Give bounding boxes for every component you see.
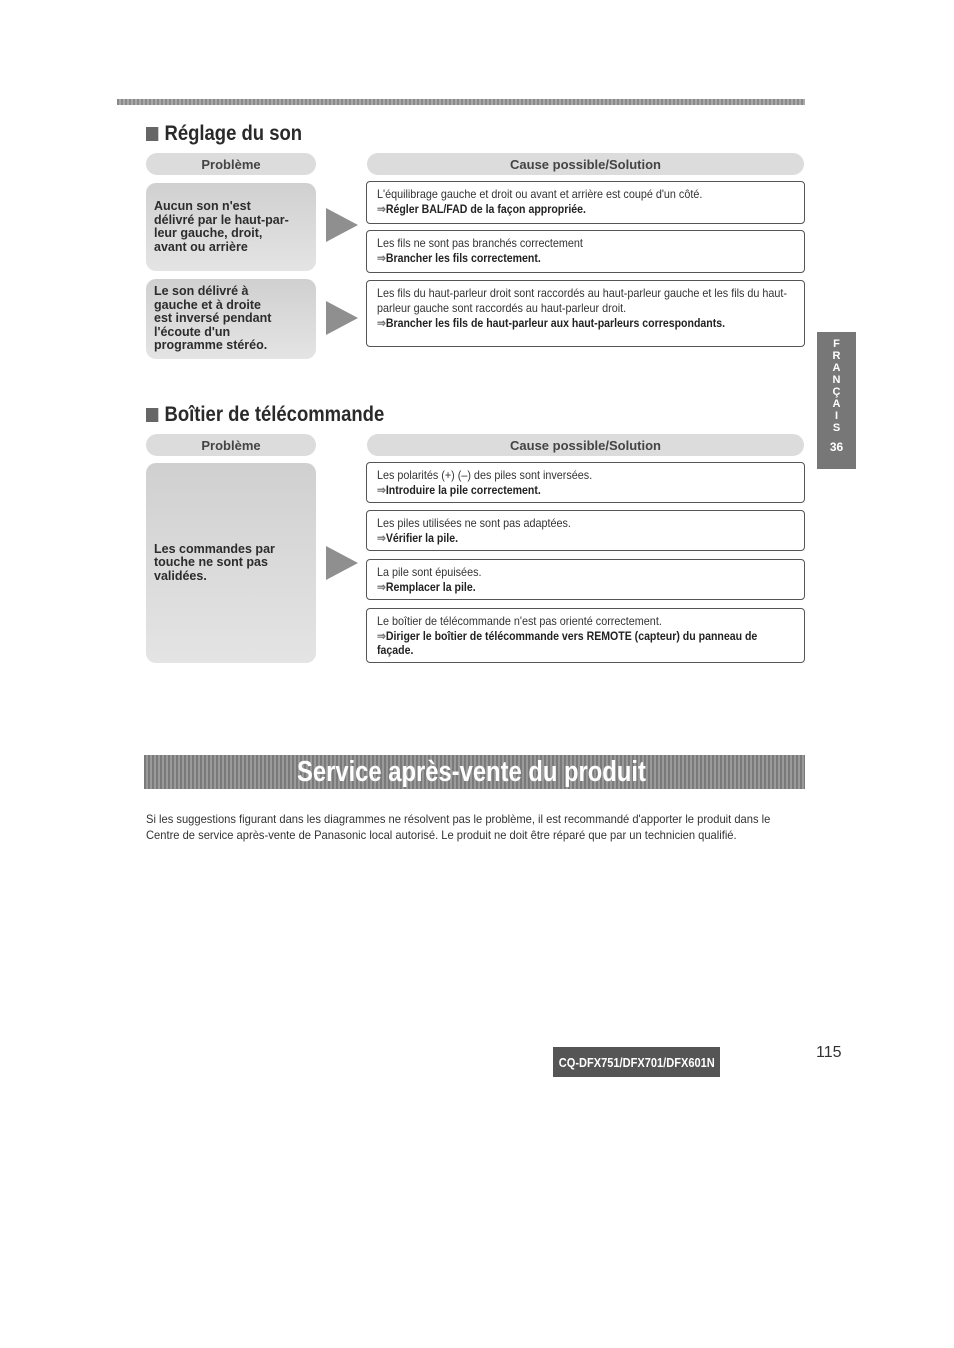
problem-box (146, 463, 316, 663)
arrow-bullet-icon: ⇒ (377, 531, 386, 545)
side-tab-letter: A (832, 398, 841, 410)
solution-text: ⇒Diriger le boîtier de télécommande vers REMOTE (capteur) du panneau de façade. (377, 629, 758, 657)
solution-text: ⇒Introduire la pile correctement. (377, 483, 541, 497)
header-cause-solution: Cause possible/Solution (367, 434, 804, 456)
solution-text: ⇒Brancher les fils de haut-parleur aux haut-parleurs correspondants. (377, 316, 726, 330)
banner-title: Service après-vente du produit (297, 756, 646, 788)
arrow-bullet-icon: ⇒ (377, 251, 386, 265)
cause-text: La pile sont épuisées. (377, 565, 482, 579)
solution-text: ⇒Vérifier la pile. (377, 531, 459, 545)
side-tab-letter: R (832, 350, 841, 362)
right-arrow-icon (326, 208, 358, 242)
side-tab-letter: S (832, 422, 841, 434)
solution-box (366, 462, 805, 503)
arrow-bullet-icon: ⇒ (377, 629, 386, 643)
cause-text: L'équilibrage gauche et droit ou avant et arrière est coupé d'un côté. (377, 187, 703, 201)
solution-box (366, 181, 805, 224)
solution-box (366, 280, 805, 347)
solution-text: ⇒Remplacer la pile. (377, 580, 476, 594)
model-text: CQ-DFX751/DFX701/DFX601N (558, 1054, 715, 1070)
problem-box (146, 279, 316, 359)
bullet-square-icon (146, 127, 158, 141)
language-side-tab (817, 332, 856, 469)
side-tab-number: 36 (829, 440, 844, 454)
page-number: 115 (816, 1044, 842, 1061)
section-title-remote: Boîtier de télécommande (146, 403, 384, 427)
right-arrow-icon (326, 546, 358, 580)
right-arrow-icon (326, 301, 358, 335)
side-tab-letter: I (834, 410, 839, 422)
arrow-bullet-icon: ⇒ (377, 316, 386, 330)
side-tab-letter: N (832, 374, 841, 386)
cause-text: Les fils du haut-parleur droit sont raccordés au haut-parleur gauche et les fils du haut-parleur gauche sont raccordés au haut-parleur droit. (377, 286, 788, 315)
arrow-bullet-icon: ⇒ (377, 202, 386, 216)
solution-text: ⇒Brancher les fils correctement. (377, 251, 541, 265)
header-problem: Problème (146, 434, 316, 456)
section-title-sound: Réglage du son (146, 122, 302, 146)
side-tab-letter: A (832, 362, 841, 374)
arrow-bullet-icon: ⇒ (377, 580, 386, 594)
problem-box (146, 183, 316, 271)
solution-box (366, 608, 805, 663)
problem-text: Le son délivré à gauche et à droite est inversé pendant l'écoute d'un programme stéréo. (154, 284, 272, 353)
cause-text: Les polarités (+) (–) des piles sont inversées. (377, 468, 593, 482)
problem-text: Aucun son n'est délivré par le haut-par- leur gauche, droit, avant ou arrière (154, 199, 289, 254)
solution-box (366, 559, 805, 600)
side-tab-letter: F (833, 338, 840, 350)
side-tab-letter: Ç (832, 386, 841, 398)
service-paragraph: Si les suggestions figurant dans les diagrammes ne résolvent pas le problème, il est recommandé d'apporter le produit dans le Centre de service après-vente de Panasonic local autorisé. Le produit ne doit être réparé que par un technicien qualifié. (146, 812, 771, 842)
problem-text: Les commandes par touche ne sont pas validées. (154, 541, 275, 583)
bullet-square-icon (146, 408, 158, 422)
top-rule (117, 99, 805, 105)
solution-box (366, 230, 805, 273)
model-label (553, 1047, 720, 1077)
cause-text: Les fils ne sont pas branchés correctement (377, 236, 583, 250)
cause-text: Le boîtier de télécommande n'est pas orienté correctement. (377, 614, 662, 628)
cause-text: Les piles utilisées ne sont pas adaptées. (377, 516, 571, 530)
header-problem: Problème (146, 153, 316, 175)
arrow-bullet-icon: ⇒ (377, 483, 386, 497)
solution-text: ⇒Régler BAL/FAD de la façon appropriée. (377, 202, 586, 216)
header-cause-solution: Cause possible/Solution (367, 153, 804, 175)
solution-box (366, 510, 805, 551)
service-banner (144, 755, 805, 789)
